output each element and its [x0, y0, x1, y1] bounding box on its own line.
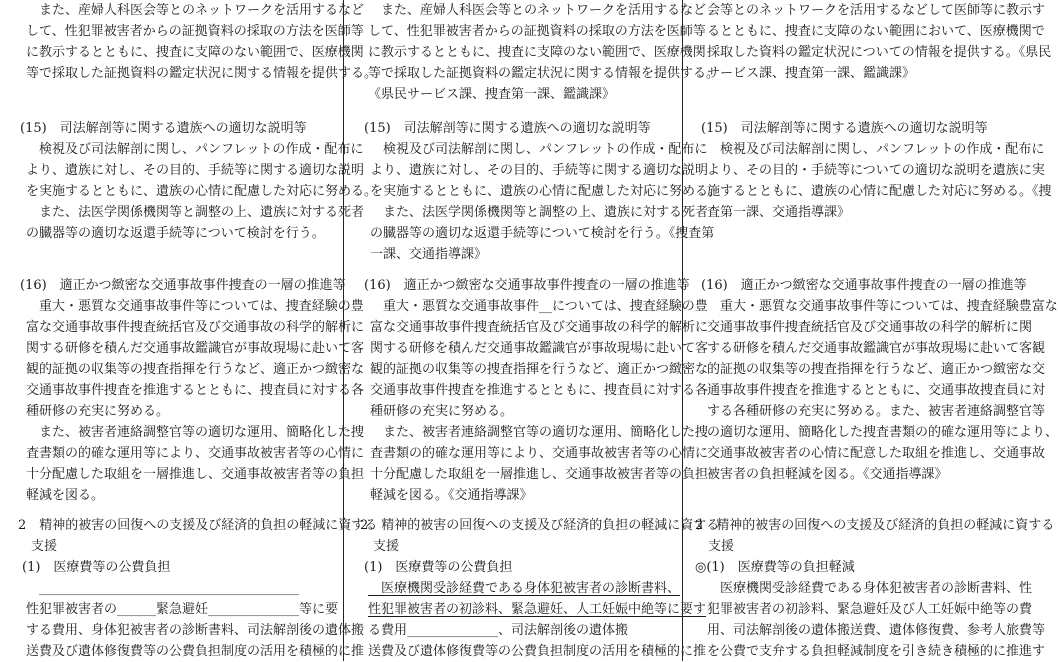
text-line: 会等とのネットワークを活用するなどして医師等に教示す	[707, 3, 1046, 18]
text-line: 富な交通事故事件捜査統括官及び交通事故の科学的解析に	[370, 320, 709, 335]
column-current	[682, 0, 1058, 661]
text-line: して、性犯罪被害者からの証拠資料の採取の方法を医師等	[368, 24, 706, 39]
text-line: 軽減を図る。《交通指導課》	[370, 488, 533, 503]
section-heading: 2 精神的被害の回復への支援及び経済的負担の軽減に資する	[18, 518, 378, 533]
text-line: 十分配慮した取組を一層推進し、交通事故被害者等の負担	[26, 467, 365, 482]
section-15	[701, 118, 1052, 223]
text-line: 関する研修を積んだ交通事故鑑識官が事故現場に赴いて客	[26, 341, 365, 356]
section-heading: (16) 適正かつ緻密な交通事故事件捜査の一層の推進等	[364, 278, 690, 293]
text-line: より、遺族に対し、その目的、手続等に関する適切な説明	[370, 163, 709, 178]
text-line-underlined: 性犯罪被害者の初診料、緊急避妊、人工妊娠中絶等に要す	[368, 602, 707, 617]
text-line: より、遺族に対し、その目的、手続等に関する適切な説明	[26, 163, 365, 178]
text-line: 十分配慮した取組を一層推進し、交通事故被害者等の負担	[370, 467, 709, 482]
text-line: 通事故事件捜査を推進するとともに、交通事故捜査員に対	[707, 383, 1046, 398]
text-line: 検視及び司法解剖に関し、パンフレットの作成・配布に	[26, 142, 364, 157]
text-line: 送費及び遺体修復費等の公費負担制度の活用を積極的に推	[26, 644, 365, 659]
text-line: して、性犯罪被害者からの証拠資料の採取の方法を医師等	[26, 24, 364, 39]
section-15	[364, 118, 722, 265]
text-line: 検視及び司法解剖に関し、パンフレットの作成・配布に	[370, 142, 708, 157]
section-heading: (15) 司法解剖等に関する遺族への適切な説明等	[364, 121, 651, 136]
text-line: 的証拠の収集等の捜査指揮を行うなど、適正かつ緻密な交	[707, 362, 1046, 377]
text-line: 交通事故被害者の心情に配意した取組を推進し、交通事故	[707, 446, 1046, 461]
text-line: 関する研修を積んだ交通事故鑑識官が事故現場に赴いて客	[370, 341, 709, 356]
text-line: 用、司法解剖後の遺体搬送費、遺体修復費、参考人旅費等	[707, 623, 1046, 638]
text-line: 観的証拠の収集等の捜査指揮を行うなど、適正かつ緻密な	[370, 362, 709, 377]
text-line: る費用______________、司法解剖後の遺体搬	[368, 623, 629, 638]
text-line: 交通事故事件捜査統括官及び交通事故の科学的解析に関	[707, 320, 1033, 335]
text-line: 等で採取した証拠資料の鑑定状況に関する情報を提供する。	[368, 66, 720, 81]
section-16	[701, 275, 1058, 485]
intro-paragraph	[26, 0, 378, 84]
text-line: 重大・悪質な交通事故事件等については、捜査経験豊富な	[707, 299, 1058, 314]
text-line: また、法医学関係機関等と調整の上、遺族に対する死者	[26, 205, 365, 220]
text-line: 軽減を図る。	[26, 488, 105, 503]
text-line: 査書類の的確な運用等により、交通事故被害者等の心情に	[370, 446, 709, 461]
section-heading: 2 精神的被害の回復への支援及び経済的負担の軽減に資する	[360, 518, 720, 533]
section-heading: 支援	[18, 539, 58, 554]
text-line: サービス課、捜査第一課、鑑識課》	[707, 66, 916, 81]
text-line: の臓器等の適切な返還手続等について検討を行う。《捜査第	[370, 226, 715, 241]
column-original	[0, 0, 378, 661]
text-line: 犯罪被害者の初診料、緊急避妊及び人工妊娠中絶等の費	[707, 602, 1033, 617]
section-heading: (16) 適正かつ緻密な交通事故事件捜査の一層の推進等	[20, 278, 346, 293]
text-line-underlined: 医療機関受診経費である身体犯被害者の診断書料、	[368, 581, 681, 596]
text-line: の適切な運用、簡略化した捜査書類の的確な運用等により、	[707, 425, 1058, 440]
section-heading: 支援	[360, 539, 400, 554]
section-heading: 支援	[695, 539, 735, 554]
section-2	[695, 515, 1055, 662]
section-heading: (15) 司法解剖等に関する遺族への適切な説明等	[20, 121, 307, 136]
text-line: 検視及び司法解剖に関し、パンフレットの作成・配布に	[707, 142, 1045, 157]
subsection-heading: (1) 医療費等の公費負担	[364, 560, 513, 575]
section-2	[360, 515, 720, 662]
intro-paragraph	[368, 0, 720, 105]
subsection-heading: (1) 医療費等の公費負担	[22, 560, 171, 575]
text-line: 《県民サービス課、捜査第一課、鑑識課》	[368, 87, 616, 102]
text-line: 種研修の充実に努める。	[26, 404, 170, 419]
text-line: より、その目的・手続等についての適切な説明を遺族に実	[707, 163, 1045, 178]
text-line: 観的証拠の収集等の捜査指揮を行うなど、適正かつ緻密な	[26, 362, 365, 377]
section-heading: (16) 適正かつ緻密な交通事故事件捜査の一層の推進等	[701, 278, 1027, 293]
text-line: 交通事故事件捜査を推進するとともに、捜査員に対する各	[26, 383, 365, 398]
text-line: 性犯罪被害者の______緊急避妊______________等に要	[26, 602, 339, 617]
section-16	[20, 275, 365, 506]
text-line: 査書類の的確な運用等により、交通事故被害者等の心情に	[26, 446, 365, 461]
text-line: 重大・悪質な交通事故事件__については、捜査経験の豊	[370, 299, 708, 314]
text-line: 査第一課、交通指導課》	[707, 205, 851, 220]
text-line: 採取した資料の鑑定状況についての情報を提供する。《県民	[707, 45, 1052, 60]
text-line: 交通事故事件捜査を推進するとともに、捜査員に対する各	[370, 383, 709, 398]
text-line: また、産婦人科医会等とのネットワークを活用するなど	[26, 3, 365, 18]
section-2	[18, 515, 378, 662]
text-line: に教示するとともに、捜査に支障のない範囲で、医療機関	[368, 45, 706, 60]
text-line: また、産婦人科医会等とのネットワークを活用するなど	[368, 3, 707, 18]
section-heading: 2 精神的被害の回復への支援及び経済的負担の軽減に資する	[695, 518, 1055, 533]
text-line: また、被害者連絡調整官等の適切な運用、簡略化した捜	[370, 425, 709, 440]
text-line: 富な交通事故事件捜査統括官及び交通事故の科学的解析に	[26, 320, 365, 335]
text-line: また、法医学関係機関等と調整の上、遺族に対する死者	[370, 205, 709, 220]
text-line: 重大・悪質な交通事故事件等については、捜査経験の豊	[26, 299, 364, 314]
intro-paragraph	[707, 0, 1052, 84]
text-line: 一課、交通指導課》	[370, 247, 488, 262]
text-line: 被害者の負担軽減を図る。《交通指導課》	[707, 467, 948, 482]
text-line: の臓器等の適切な返還手続等について検討を行う。	[26, 226, 325, 241]
text-line: する各種研修の充実に努める。また、被害者連絡調整官等	[707, 404, 1046, 419]
text-line: 施するとともに、遺族の心情に配慮した対応に努める。《捜	[707, 184, 1052, 199]
column-revised	[343, 0, 722, 661]
text-line: を実施するとともに、遺族の心情に配慮した対応に努める。	[26, 184, 378, 199]
text-line: 等で採取した証拠資料の鑑定状況に関する情報を提供する。	[26, 66, 378, 81]
text-line: する研修を積んだ交通事故鑑識官が事故現場に赴いて客観	[707, 341, 1046, 356]
section-heading: (15) 司法解剖等に関する遺族への適切な説明等	[701, 121, 988, 136]
text-line: るとともに、捜査に支障のない範囲において、医療機関で	[707, 24, 1045, 39]
section-15	[20, 118, 378, 244]
text-line: を実施するとともに、遺族の心情に配慮した対応に努める。	[370, 184, 722, 199]
text-line: を公費で支弁する負担軽減制度を引き続き積極的に推進す	[707, 644, 1046, 659]
text-line: 送費及び遺体修復費等の公費負担制度の活用を積極的に推	[368, 644, 707, 659]
text-line: また、被害者連絡調整官等の適切な運用、簡略化した捜	[26, 425, 365, 440]
subsection-heading: ◎(1) 医療費等の負担軽減	[695, 560, 855, 575]
text-line: 医療機関受診経費である身体犯被害者の診断書料、性	[707, 581, 1033, 596]
text-line: する費用、身体犯被害者の診断書料、司法解剖後の遺体搬	[26, 623, 365, 638]
text-line: に教示するとともに、捜査に支障のない範囲で、医療機関	[26, 45, 364, 60]
section-16	[364, 275, 709, 506]
text-line: 種研修の充実に努める。	[370, 404, 514, 419]
text-line: ________________________________________	[26, 581, 299, 596]
